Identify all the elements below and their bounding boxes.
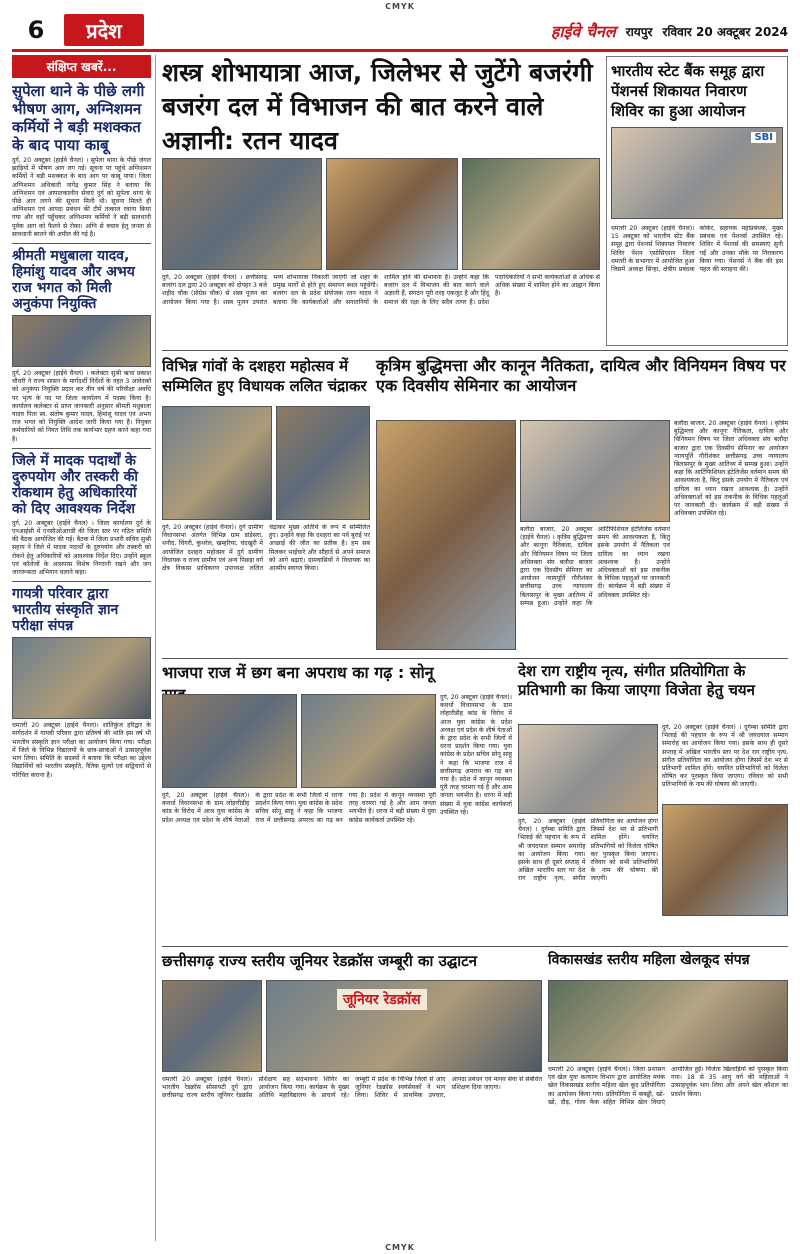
- divider: [12, 581, 151, 582]
- brief-body-appointment: दुर्ग, 20 अक्टूबर (हाईवे चैनल) । कलेक्टर सुश्री ऋचा प्रकाश चौधरी ने राज्य शासन के मार्गदर्शी निर्देशों के तहत 3 आवेदकों को अनुकंपा नियुक्ति प्रदान कर तीन वर्ष की परिवीक्षा अवधि पर भृत्य के पद पर जिला कार्यालय में पदस्थ किया है। कार्यालय कलेक्टर से प्राप्त जानकारी अनुसार श्रीमती मधुबाला यादव पिता स्व. संतोष कुमार यादव, हिमांशु यादव एवं अभय राज भगत को नियुक्ति आदेश जारी किया गया है। नियुक्त कर्मचारियों को नियत तिथि तक कार्यभार ग्रहण करने कहा गया है।: [12, 370, 151, 443]
- lead-photo-right: [462, 158, 600, 270]
- header-rule: [12, 49, 788, 52]
- print-mark-top: CMYK: [385, 2, 415, 11]
- sbi-body: धमतरी 20 अक्टूबर (हाईवे चैनल)। 15 अक्टूबर को भारतीय स्टेट बैंक समूह द्वारा पेंशनर्स शिकायत निवारण शिविर पेंशन एसोसिएशन जिला धमतरी के सभागार में आयोजित हुआ जिसमें अध्यक्ष सिन्हा, क्षेत्रीय प्रबंधक कोकेर, सहायक महाप्रबंधक, मुख्य प्रबंधक एवं पेंशनर्स उपस्थित रहे। शिविर में पेंशनर्स की समस्याएं सुनी गईं और उनका मौके पर निराकरण किया गया। पेंशनर्स ने बैंक की इस पहल की सराहना की।: [611, 225, 783, 274]
- briefs-label: संक्षिप्त खबरें...: [12, 55, 151, 78]
- bjp-headline-box: [162, 662, 462, 690]
- brief-body-fire: दुर्ग, 20 अक्टूबर (हाईवे चैनल) । सुपेला थाना के पीछे जंगल झाड़ियों में भीषण आग लग गई। सूचना पर पहुंचे अग्निशमन कर्मियों ने बड़ी मशक्कत के बाद आग पर काबू पाया। जिला अग्निशमन अधिकारी नागेंद्र कुमार सिंह ने बताया कि अग्निशमन एवं आपातकालीन सेवाएं दुर्ग को सुपेला थाना के पीछे आग लगने की सूचना मिली थी। सूचना मिलते ही अग्निशमन एवं आपदा प्रबंधन की टीमें तत्काल रवाना किया गया और वहाँ पहुँचकर अग्निशमन कर्मियों ने बड़ी सावधानी पूर्वक आग को फैलने से रोका। अग्नि से बचाव हेतु जनता से सावधानी बरतने की अपील की गई है।: [12, 157, 151, 238]
- brief-body-gayatri: धमतरी 20 अक्टूबर (हाईवे चैनल)। शांतिकुंज हरिद्वार के मार्गदर्शन में गायत्री परिवार द्वारा प्रतिवर्ष की भांति इस वर्ष भी भारतीय संस्कृति ज्ञान परीक्षा का आयोजन किया गया। परीक्षा में जिले के विभिन्न विद्यालयों के छात्र-छात्राओं ने उत्साहपूर्वक भाग लिया। समिति के सदस्यों ने बताया कि परीक्षा का उद्देश्य विद्यार्थियों को भारतीय संस्कृति, नैतिक मूल्यों एवं सद्विचारों से परिचित कराना है।: [12, 722, 151, 779]
- desh-raag-body: दुर्ग, 20 अक्टूबर (हाईवे चैनल) । दुर्गम्बा समिति द्वारा भिलाई की पहचान के रूप में श्री जयदयाल सम्मान समारोह का आयोजन किया गया। इसके साथ ही दूसरे सप्ताह में अखिल भारतीय स्तर पर देश राग राष्ट्रीय नृत्य, संगीत प्रतियोगिता का आयोजन होगा जिसमें देश भर से प्रतिभागी शामिल होंगे। चयनित प्रतिभागियों को विजेता घोषित कर पुरस्कृत किया जाएगा। रविवार को सभी प्रतिभागियों के नाम की घोषणा की जाएगी।: [518, 818, 658, 883]
- bjp-photo-1: [162, 694, 297, 788]
- divider: [162, 350, 788, 351]
- date: रविवार 20 अक्टूबर 2024: [662, 24, 788, 39]
- women-sports-body: धमतरी 20 अक्टूबर (हाईवे चैनल)। जिला प्रशासन एवं खेल युवा कल्याण विभाग द्वारा आयोजित मयंक खेल विकासखंड स्तरीय महिला खेल कूद प्रतियोगिता का आयोजन किया गया। प्रतियोगिता में कबड्डी, खो-खो, दौड़, गोला फेंक सहित विभिन्न खेल विधाएं आयोजित हुईं। विजेता खिलाड़ियों को पुरस्कृत किया गया। 18 से 35 आयु वर्ग की महिलाओं ने उत्साहपूर्वक भाग लिया और अपने खेल कौशल का प्रदर्शन किया।: [548, 1066, 788, 1106]
- ai-body: बलौदा बाजार, 20 अक्टूबर (हाईवे चैनल) । कृत्रिम बुद्धिमत्ता और कानूनः नैतिकता, दायित्व और विनियमन विषय पर जिला अधिवक्ता संघ बलौदा बाजार द्वारा एक दिवसीय सेमिनार का आयोजन न्यायपूर्ति गौरीशंकर छत्तीसगढ़ उच्च न्यायालय बिलासपुर के मुख्य आतिथ्य में सम्पन्न हुआ। उन्होंने कहा कि आर्टिफिशियल इंटेलिजेंस वर्तमान समय की आवश्यकता है, किंतु इसके उपयोग में नैतिकता एवं दायित्व का ध्यान रखना आवश्यक है। उन्होंने अधिवक्ताओं को इस तकनीक के विधिक पहलुओं पर जानकारी दी। कार्यक्रम में बड़ी संख्या में अधिवक्ता उपस्थित रहे।: [520, 526, 670, 607]
- lead-photo-center: [326, 158, 458, 270]
- print-mark-bottom: CMYK: [385, 1243, 415, 1252]
- left-column: [12, 55, 156, 1241]
- desh-raag-photo-2: [662, 804, 788, 916]
- women-sports-photo: [548, 980, 788, 1062]
- bjp-body: दुर्ग, 20 अक्टूबर (हाईवे चैनल)। कवर्धा विधानसभा के ग्राम लोहारीडीह कांड के विरोध में आज युवा कांग्रेस के प्रदेश अध्यक्ष एवं प्रदेश के शीर्ष नेताओं के द्वारा प्रदेश के सभी जिलों में धरना प्रदर्शन किया गया। युवा कांग्रेस के प्रदेश सचिव सोनू साहू ने कहा कि भाजपा राज में छत्तीसगढ़ अपराध का गढ़ बन गया है। प्रदेश में कानून व्यवस्था पूरी तरह चरमरा गई है और आम जनता भयभीत है। धरना में बड़ी संख्या में युवा कांग्रेस कार्यकर्ता उपस्थित रहे।: [162, 792, 436, 824]
- sbi-story: [606, 56, 788, 346]
- brand-name: हाईवे चैनल: [550, 22, 616, 41]
- page-number: 6: [27, 16, 45, 44]
- bjp-photo-2: [301, 694, 436, 788]
- desh-raag-body-top: दुर्ग, 20 अक्टूबर (हाईवे चैनल) । दुर्गम्बा समिति द्वारा भिलाई की पहचान के रूप में श्री जयदयाल सम्मान समारोह का आयोजन किया गया। इसके साथ ही दूसरे सप्ताह में अखिल भारतीय स्तर पर देश राग राष्ट्रीय नृत्य, संगीत प्रतियोगिता का आयोजन होगा जिसमें देश भर से प्रतिभागी शामिल होंगे। चयनित प्रतिभागियों को विजेता घोषित कर पुरस्कृत किया जाएगा। रविवार को सभी प्रतिभागियों के नाम की घोषणा की जाएगी।: [662, 724, 788, 789]
- brief-headline-fire: सुपेला थाने के पीछे लगी भीषण आग, अग्निशमन कर्मियों ने बड़ी मशक्कत के बाद पाया काबू: [12, 82, 145, 154]
- lead-body: दुर्ग, 20 अक्टूबर (हाईवे चैनल) । छत्तीसगढ़ बजरंग दल द्वारा 20 अक्टूबर को दोपहर 3 बजे शहीद चौक (प्रोग्रेस चौक) से शस्त्र पूजन का आयोजन किया गया है। शस्त्र पूजन उपरांत भव्य शोभायात्रा निकाली जाएगी जो शहर के प्रमुख मार्गों से होते हुए समापन स्थल पहुंचेगी। बजरंग दल के प्रदेश संयोजक रतन यादव ने बताया कि कार्यकर्ताओं और सनातनियों के शामिल होने की संभावना है। उन्होंने कहा कि बजरंग दल में विभाजन की बात करने वाले अज्ञानी हैं, संगठन पूरी तरह एकजुट है और हिंदू समाज की रक्षा के लिए सदैव तत्पर है। प्रदेश पदाधिकारियों ने सभी कार्यकर्ताओं से अधिक से अधिक संख्या में शामिल होने का आह्वान किया है।: [162, 274, 600, 306]
- section-label: प्रदेश: [64, 14, 144, 46]
- brief-photo-gayatri: [12, 637, 151, 719]
- women-sports-headline-box: [548, 950, 788, 976]
- brief-headline-gayatri: गायत्री परिवार द्वारा भारतीय संस्कृति ज्ञान परीक्षा संपन्न: [12, 586, 119, 635]
- brief-headline-appointment: श्रीमती मधुबाला यादव, हिमांशु यादव और अभय राज भगत को मिली अनुकंपा नियुक्ति: [12, 248, 135, 313]
- dussehra-photo-1: [162, 406, 272, 520]
- sbi-headline: भारतीय स्टेट बैंक समूह द्वारा पेंशनर्स शिकायत निवारण शिविर का हुआ आयोजन: [611, 62, 765, 120]
- sbi-logo-text: SBI: [751, 132, 776, 143]
- divider: [12, 448, 151, 449]
- desh-raag-headline-box: [518, 662, 788, 720]
- ai-headline: कृत्रिम बुद्धिमत्ता और कानून नैतिकता, दायित्व और विनियमन विषय पर एक दिवसीय सेमिनार का आयोजन: [376, 356, 786, 395]
- bjp-headline: भाजपा राज में छग बना अपराध का गढ़ : सोनू: [162, 663, 434, 682]
- desh-raag-photo-1: [518, 724, 658, 814]
- divider: [12, 243, 151, 244]
- redcross-body: धमतरी 20 अक्टूबर (हाईवे चैनल)। भारतीय रेडक्रॉस सोसायटी दुर्ग द्वारा छत्तीसगढ़ राज्य स्तरीय जूनियर रेडक्रॉस प्रशिक्षण सह सदभावना शिविर का आयोजन किया गया। कार्यक्रम के मुख्य अतिथि महाविद्यालय के प्राचार्य रहे। जम्बूरी में प्रदेश के विभिन्न जिलों से आए जूनियर रेडक्रॉस स्वयंसेवकों ने भाग लिया। शिविर में प्राथमिक उपचार, आपदा प्रबंधन एवं मानव सेवा से संबंधित प्रशिक्षण दिया जाएगा।: [162, 1076, 542, 1100]
- city: रायपुर: [625, 24, 653, 39]
- desh-raag-headline: देश राग राष्ट्रीय नृत्य, संगीत प्रतियोगिता के प्रतिभागी का किया जाएगा विजेता हेतु चयन: [518, 662, 755, 699]
- divider: [162, 658, 788, 659]
- redcross-photo-1: [162, 980, 262, 1072]
- redcross-banner-text: जूनियर रेडक्रॉस: [337, 989, 427, 1010]
- redcross-headline: छत्तीसगढ़ राज्य स्तरीय जूनियर रेडक्रॉस जम्बूरी का उद्घाटन: [162, 952, 478, 970]
- redcross-headline-box: [162, 950, 542, 976]
- dussehra-photo-2: [276, 406, 370, 520]
- women-sports-headline: विकासखंड स्तरीय महिला खेलकूद संपन्न: [548, 952, 750, 968]
- brief-headline-narcotics: जिले में मादक पदार्थों के दुरुपयोग और तस्करी की रोकथाम हेतु अधिकारियों को दिए आवश्यक निर्देश: [12, 452, 138, 517]
- ai-story-headline-box: [376, 356, 788, 416]
- page-header: [12, 12, 788, 48]
- brief-photo-appointment: [12, 315, 151, 367]
- dussehra-headline: विभिन्न गांवों के दशहरा महोत्सव में सम्मिलित हुए विधायक ललित चंद्राकर: [162, 357, 367, 395]
- masthead: [551, 20, 788, 42]
- bjp-body-continued: दुर्ग, 20 अक्टूबर (हाईवे चैनल)। कवर्धा विधानसभा के ग्राम लोहारीडीह कांड के विरोध में आज युवा कांग्रेस के प्रदेश अध्यक्ष एवं प्रदेश के शीर्ष नेताओं के द्वारा प्रदेश के सभी जिलों में धरना प्रदर्शन किया गया। युवा कांग्रेस के प्रदेश सचिव सोनू साहू ने कहा कि भाजपा राज में छत्तीसगढ़ अपराध का गढ़ बन गया है। प्रदेश में कानून व्यवस्था पूरी तरह चरमरा गई है और आम जनता भयभीत है। धरना में बड़ी संख्या में युवा कांग्रेस कार्यकर्ता उपस्थित रहे।: [440, 694, 512, 816]
- brief-body-narcotics: दुर्ग, 20 अक्टूबर (हाईवे चैनल) । जिला कार्यालय दुर्ग के एनआईसी में एनसीओआरडी की जिला स्तर पर गठित समिति की बैठक आयोजित की गई। बैठक में जिला प्रभारी सचिव सुश्री सहाय ने जिले में मादक पदार्थों के दुरुपयोग और तस्करी को रोकने हेतु अधिकारियों को आवश्यक निर्देश दिए। उन्होंने स्कूल एवं कॉलेजों के आसपास विशेष निगरानी रखने और जन जागरूकता अभियान चलाने कहा।: [12, 519, 151, 577]
- dussehra-body: दुर्ग, 20 अक्टूबर (हाईवे चैनल)। दुर्ग ग्रामीण विधानसभा अंतर्गत विभिन्न ग्राम डांडेसरा, थनौद, चिंगरी, कुथरेल, खम्हरिया, चंदखुरी में आयोजित दशहरा महोत्सव में दुर्ग ग्रामीण विधायक व राज्य ग्रामीण एवं अन्य पिछड़ा वर्ग क्षेत्र विकास प्राधिकरण उपाध्यक्ष ललित चंद्राकर मुख्य अतिथि के रूप में सम्मिलित हुए। उन्होंने कहा कि दशहरा का पर्व बुराई पर अच्छाई की जीत का प्रतीक है। हम सब मिलकर भाईचारे और सौहार्द से अपने समाज को आगे बढ़ाएं। ग्रामवासियों ने विधायक का आत्मीय स्वागत किया।: [162, 524, 370, 573]
- ai-body-continued: बलौदा बाजार, 20 अक्टूबर (हाईवे चैनल) । कृत्रिम बुद्धिमत्ता और कानूनः नैतिकता, दायित्व और विनियमन विषय पर जिला अधिवक्ता संघ बलौदा बाजार द्वारा एक दिवसीय सेमिनार का आयोजन न्यायपूर्ति गौरीशंकर छत्तीसगढ़ उच्च न्यायालय बिलासपुर के मुख्य आतिथ्य में सम्पन्न हुआ। उन्होंने कहा कि आर्टिफिशियल इंटेलिजेंस वर्तमान समय की आवश्यकता है, किंतु इसके उपयोग में नैतिकता एवं दायित्व का ध्यान रखना आवश्यक है। उन्होंने अधिवक्ताओं को इस तकनीक के विधिक पहलुओं पर जानकारी दी। कार्यक्रम में बड़ी संख्या में अधिवक्ता उपस्थित रहे।: [674, 420, 788, 518]
- lead-headline: शस्त्र शोभायात्रा आज, जिलेभर से जुटेंगे बजरंगी बजरंग दल में विभाजन की बात करने वाले अज्ञानी: रतन यादव: [162, 58, 593, 155]
- divider: [162, 946, 788, 947]
- redcross-photo-2: [266, 980, 542, 1072]
- sbi-photo: [611, 127, 783, 219]
- ai-photo-1: [376, 420, 516, 650]
- lead-photo-left: [162, 158, 322, 270]
- lead-story-headline-box: [162, 56, 600, 154]
- ai-photo-2: [520, 420, 670, 522]
